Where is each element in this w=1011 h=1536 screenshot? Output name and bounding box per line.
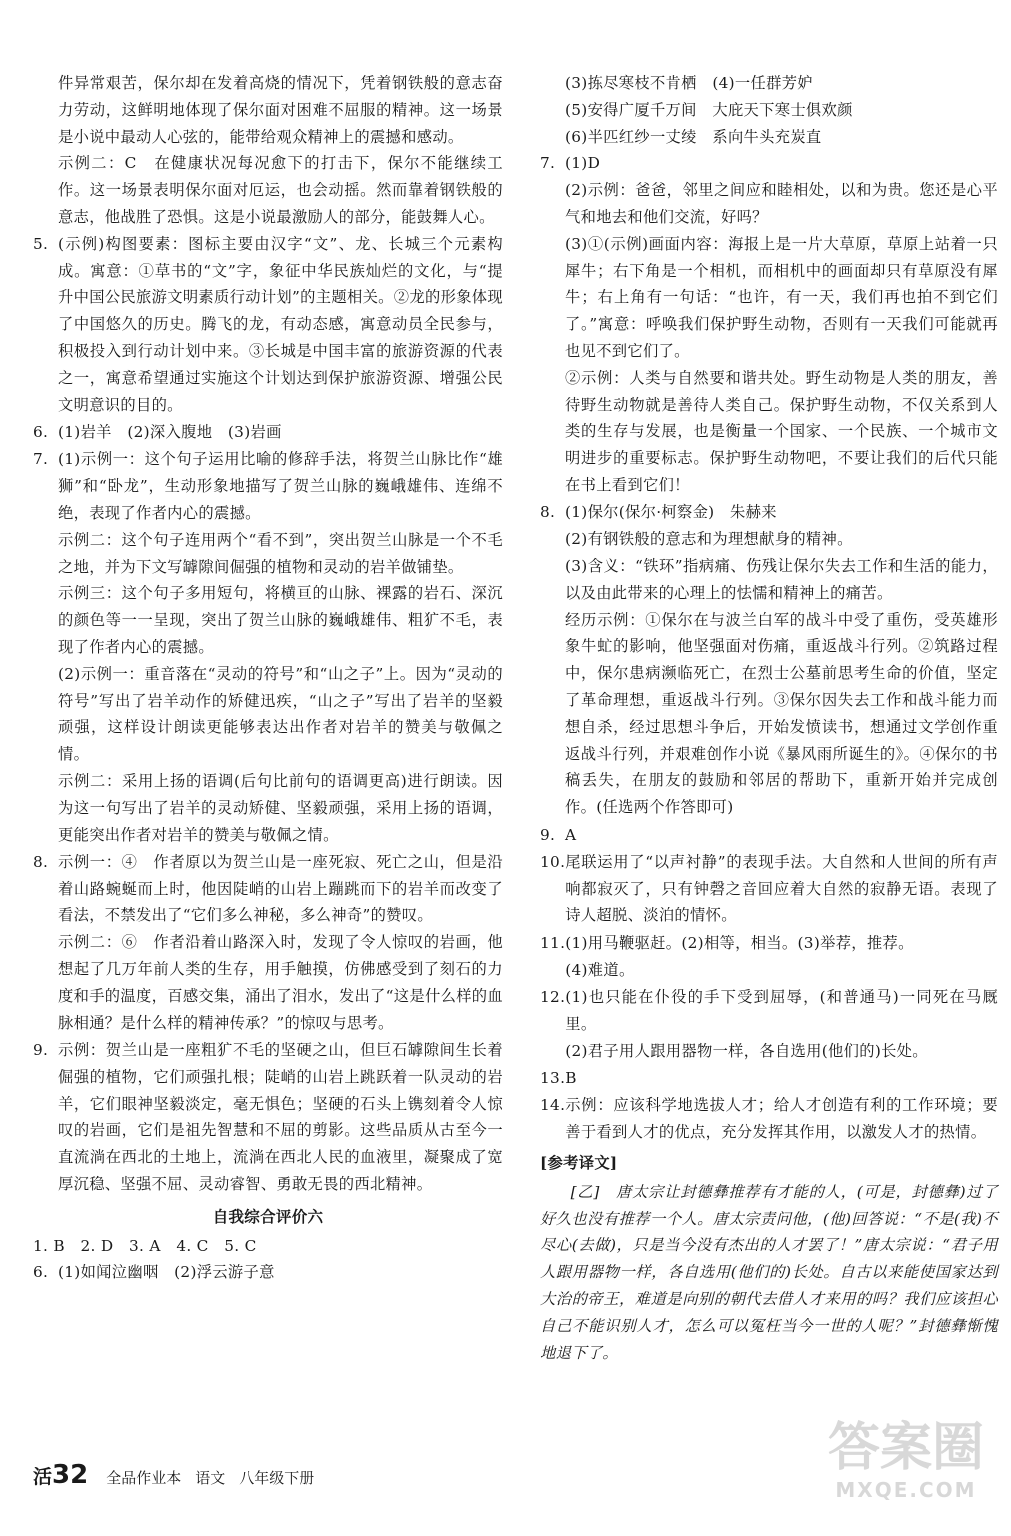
answer-text: (2)示例：爸爸，邻里之间应和睦相处，以和为贵。您还是心平气和地去和他们交流，好吗？ <box>565 181 998 226</box>
answer-item <box>540 822 998 849</box>
answer-text: (1)如闻泣幽咽 (2)浮云游子意 <box>58 1263 275 1282</box>
answer-text: (3)含义：“铁环”指病痛、伤残让保尔失去工作和生活的能力，以及由此带来的心理上的怯懦和精神上的痛苦。 <box>565 556 998 602</box>
answer-text: (1)也只能在仆役的手下受到屈辱，(和普通马)一同死在马厩里。 <box>565 988 998 1033</box>
watermark-text: 答案圈 <box>827 1418 984 1478</box>
answer-text: 尾联运用了“以声衬静”的表现手法。大自然和人世间的所有声响都寂灭了，只有钟磬之音回应着大自然的寂静无语。表现了诗人超脱、淡泊的情怀。 <box>565 852 998 925</box>
item-number: 11. <box>540 933 566 952</box>
answer-item <box>540 150 998 498</box>
reference-translation-label: [参考译文] <box>540 1154 618 1173</box>
item-number: 10. <box>540 852 566 871</box>
watermark-url: MXQE.COM <box>835 1478 977 1502</box>
answer-item <box>540 849 998 929</box>
answer-text: (3)拣尽寒枝不肯栖 (4)一任群芳妒 <box>565 74 813 92</box>
item-number: 8. <box>540 503 556 522</box>
answer-item <box>540 984 998 1064</box>
left-column <box>33 70 503 1287</box>
answer-item <box>540 1065 998 1092</box>
answer-text: (1)D <box>565 154 601 173</box>
answer-text: ②示例：人类与自然要和谐共处。野生动物是人类的朋友，善待野生动物就是善待人类自己。保护野生动物，不仅关系到人类的生存与发展，也是衡量一个国家、一个民族、一个城市文明进步的重要标志。保护野生动物吧，不要让我们的后代只能在书上看到它们！ <box>565 368 998 494</box>
answer-item <box>33 1037 503 1198</box>
answer-text: (2)示例一：重音落在“灵动的符号”和“山之子”上。因为“灵动的符号”写出了岩羊动作的矫健迅疾，“山之子”写出了岩羊的坚毅顽强，这样设计朗读更能够表达出作者对岩羊的赞美与敬佩之情。 <box>58 664 503 764</box>
grade: 八年级下册 <box>239 1469 315 1487</box>
answer-text: 示例三：这个句子多用短句，将横亘的山脉、裸露的岩石、深沉的颜色等一一呈现，突出了贺兰山脉的巍峨雄伟、粗犷不毛，表现了作者内心的震撼。 <box>58 584 503 656</box>
answer-text: 经历示例：①保尔在与波兰白军的战斗中受了重伤，受英雄形象牛虻的影响，他坚强面对伤痛，重返战斗行列。②筑路过程中，保尔患病濒临死亡，在烈士公墓前思考生命的价值，坚定了革命理想，重返战斗行列。③保尔因失去工作和战斗能力而想自杀，经过思想斗争后，开始发愤读书，想通过文学创作重返战斗行列，并艰难创作小说《暴风雨所诞生的》。④保尔的书稿丢失，在朋友的鼓励和邻居的帮助下，重新开始并完成创作。(任选两个作答即可) <box>565 610 998 817</box>
answer-text: (2)君子用人跟用器物一样，各自选用(他们的)长处。 <box>565 1041 928 1060</box>
answer-text: A <box>565 825 577 844</box>
item-number: 9. <box>540 825 556 844</box>
answer-item <box>33 231 503 419</box>
answer-text: (2)有钢铁般的意志和为理想献身的精神。 <box>565 530 853 549</box>
continued-answer <box>58 70 503 231</box>
item-number: 6. <box>33 422 49 441</box>
item-number: 7. <box>33 450 49 469</box>
reference-translation: [乙] 唐太宗让封德彝推荐有才能的人，(可是，封德彝)过了好久也没有推荐一个人。唐太宗责问他，(他)回答说：“不是(我)不尽心(去做)，只是当今没有杰出的人才罢了！”唐太宗说：“君子用人跟用器物一样，各自选用(他们的)长处。自古以来能使国家达到大治的帝王，难道是向别的朝代去借人才来用的吗？我们应该担心自己不能识别人才，怎么可以冤枉当今一世的人呢？”封德彝惭愧地退下了。 <box>540 1182 998 1362</box>
answer-text: 示例二：⑥ 作者沿着山路深入时，发现了令人惊叹的岩画，他想起了几万年前人类的生存，用手触摸，仿佛感受到了刻石的力度和手的温度，百感交集，涌出了泪水，发出了“这是什么样的血脉相通？是什么样的精神传承？”的惊叹与思考。 <box>58 933 503 1032</box>
item-number: 8. <box>33 852 49 871</box>
subject: 语文 <box>195 1469 226 1487</box>
answer-item <box>540 499 998 821</box>
item-number: 7. <box>540 154 556 173</box>
answer-text: 示例：应该科学地选拔人才；给人才创造有利的工作环境；要善于看到人才的优点，充分发挥其作用，以激发人才的热情。 <box>565 1096 998 1142</box>
answer-item <box>33 849 503 1037</box>
continued-answer <box>565 70 998 150</box>
answer-item <box>540 1092 998 1146</box>
footer-prefix: 活 <box>33 1466 53 1488</box>
answer-text: 件异常艰苦，保尔却在发着高烧的情况下，凭着钢铁般的意志奋力劳动，这鲜明地体现了保尔面对困难不屈服的精神。这一场景是小说中最动人心弦的，能带给观众精神上的震撼和感动。 <box>58 74 503 146</box>
answer-text: 示例二：采用上扬的语调(后句比前句的语调更高)进行朗读。因为这一句写出了岩羊的灵动矫健、坚毅顽强，采用上扬的语调，更能突出作者对岩羊的赞美与敬佩之情。 <box>58 771 503 844</box>
section-title: 自我综合评价六 <box>212 1207 324 1226</box>
book-title: 全品作业本 <box>106 1469 182 1487</box>
item-number: 5. <box>33 234 49 253</box>
answer-text: 示例二：C 在健康状况每况愈下的打击下，保尔不能继续工作。这一场景表明保尔面对厄运，也会动摇。然而靠着钢铁般的意志，他战胜了恐惧。这是小说最激励人的部分，能鼓舞人心。 <box>58 154 503 226</box>
answer-text: (1)岩羊 (2)深入腹地 (3)岩画 <box>58 422 282 441</box>
answer-text: (示例)构图要素：图标主要由汉字“文”、龙、长城三个元素构成。寓意：①草书的“文”字，象征中华民族灿烂的文化，与“提升中国公民旅游文明素质行动计划”的主题相关。②龙的形象体现了中国悠久的历史。腾飞的龙，有动态感，寓意动员全民参与，积极投入到行动计划中来。③长城是中国丰富的旅游资源的代表之一，寓意希望通过实施这个计划达到保护旅游资源、增强公民文明意识的目的。 <box>58 234 503 414</box>
watermark-logo <box>821 1418 991 1510</box>
page-number: 32 <box>52 1460 89 1490</box>
answer-text: (1)用马鞭驱赶。(2)相等，相当。(3)举荐，推荐。 <box>565 933 914 952</box>
answer-text: (6)半匹红纱一丈绫 系向牛头充炭直 <box>565 127 822 146</box>
answer-item <box>33 419 503 446</box>
answer-item <box>33 446 503 848</box>
item-number: 12. <box>540 988 566 1007</box>
answer-item <box>540 930 998 984</box>
item-number: 13. <box>540 1069 566 1088</box>
item-number: 6. <box>33 1263 49 1282</box>
answer-text: (5)安得广厦千万间 大庇天下寒士俱欢颜 <box>565 100 853 119</box>
answer-text: 示例二：这个句子连用两个“看不到”，突出贺兰山脉是一个不毛之地，并为下文写罅隙间倔强的植物和灵动的岩羊做铺垫。 <box>58 530 503 576</box>
answer-text: 示例：贺兰山是一座粗犷不毛的坚硬之山，但巨石罅隙间生长着倔强的植物，它们顽强扎根；陡峭的山岩上跳跃着一队灵动的岩羊，它们眼神坚毅淡定，毫无惧色；坚硬的石头上镌刻着令人惊叹的岩画，它们是祖先智慧和不屈的剪影。这些品质从古至今一直流淌在西北的土地上，流淌在西北人民的血液里，凝聚成了宽厚沉稳、坚强不屈、灵动睿智、勇敢无畏的西北精神。 <box>58 1041 503 1194</box>
item-number: 14. <box>540 1096 566 1115</box>
answer-text: (4)难道。 <box>565 960 635 979</box>
answer-text: (1)保尔(保尔·柯察金) 朱赫来 <box>565 503 777 522</box>
answer-text: 1. B 2. D 3. A 4. C 5. C <box>33 1236 257 1255</box>
page-footer <box>33 1460 328 1490</box>
answer-item <box>33 1259 503 1286</box>
right-column <box>540 70 998 1366</box>
answer-text: 示例一：④ 作者原以为贺兰山是一座死寂、死亡之山，但是沿着山路蜿蜒而上时，他因陡峭的山岩上蹦跳而下的岩羊而改变了看法，不禁发出了“它们多么神秘，多么神奇”的赞叹。 <box>58 852 503 925</box>
answer-text: (1)示例一：这个句子运用比喻的修辞手法，将贺兰山脉比作“雄狮”和“卧龙”，生动形象地描写了贺兰山脉的巍峨雄伟、连绵不绝，表现了作者内心的震撼。 <box>58 450 503 522</box>
item-number: 9. <box>33 1041 49 1060</box>
answer-text: B <box>565 1069 577 1088</box>
answer-text: (3)①(示例)画面内容：海报上是一片大草原，草原上站着一只犀牛；右下角是一个相机，而相机中的画面却只有草原没有犀牛；右上角有一句话：“也许，有一天，我们再也拍不到它们了。”寓意：呼唤我们保护野生动物，否则有一天我们可能就再也见不到它们了。 <box>565 234 998 360</box>
